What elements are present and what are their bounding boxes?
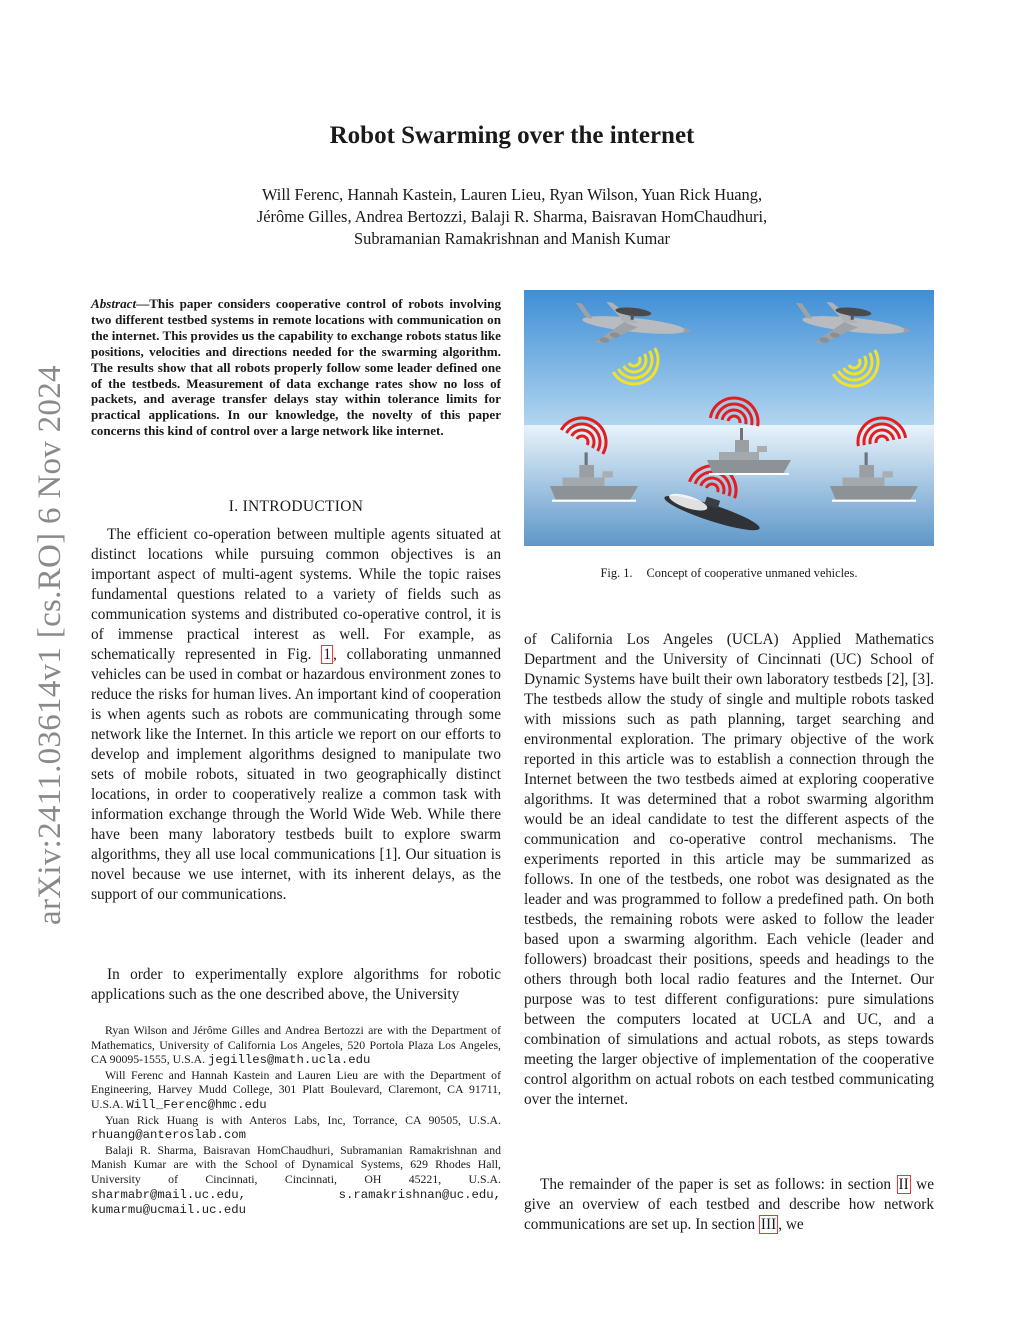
footnote-4 [91, 1143, 501, 1218]
footnote-text: Yuan Rick Huang is with Anteros Labs, Inc, Torrance, CA 90505, U.S.A. [105, 1112, 501, 1127]
email-link[interactable]: Will_Ferenc@hmc.edu [126, 1097, 267, 1112]
arxiv-stamp: arXiv:2411.03614v1 [cs.RO] 6 Nov 2024 [32, 365, 68, 925]
intro-paragraph-1 [91, 525, 501, 905]
intro-paragraph-4 [524, 1175, 934, 1235]
section-title: INTRODUCTION [242, 498, 364, 515]
section-heading [91, 498, 501, 516]
figure-illustration [524, 290, 934, 546]
footnote-text: Ryan Wilson and Jérôme Gilles and Andrea Bertozzi are with the Department of Mathematics, University of California Los Angeles, 520 Portola Plaza Los Angeles, CA 90095-1555, U.S.A. [91, 1023, 501, 1067]
section-ref-link[interactable]: II [898, 1176, 909, 1193]
paragraph-text: The remainder of the paper is set as follows: in section [540, 1176, 892, 1193]
paragraph-text: The efficient co-operation between multiple agents situated at distinct locations while pursuing common objectives is an important aspect of multi-agent systems. While the topic raises fundamental questions related to a variety of fields such as communication systems and distributed co-operative control, it is of immense practical interest as well. For example, as schematically represented in Fig. [91, 526, 501, 663]
email-link[interactable]: rhuang@anteroslab.com [91, 1128, 246, 1143]
abstract [91, 296, 501, 439]
section-ref-link[interactable]: III [760, 1216, 777, 1233]
email-link[interactable]: jegilles@math.ucla.edu [208, 1053, 371, 1068]
paragraph-text: we give an overview of each testbed and describe how network communications are set up. In section [524, 1176, 935, 1233]
footnote-text: Balaji R. Sharma, Baisravan HomChaudhuri, Subramanian Ramakrishnan and Manish Kumar are with the School of Dynamical Systems, 629 Rhodes Hall, University of Cincinnati, Cincinnati, OH 45221, U.S.A. [91, 1142, 501, 1186]
abstract-dash: — [136, 296, 150, 311]
figure-label: Fig. 1. [600, 566, 633, 580]
email-link[interactable]: sharmabr@mail.uc.edu, s.ramakrishnan@uc.edu, kumarmu@ucmail.uc.edu [91, 1187, 501, 1218]
figure-ref-link[interactable]: 1 [323, 646, 331, 663]
author-line: Jérôme Gilles, Andrea Bertozzi, Balaji R. Sharma, Baisravan HomChaudhuri, [256, 207, 768, 226]
intro-paragraph-2: In order to experimentally explore algorithms for robotic applications such as the one described above, the University [91, 966, 501, 1003]
footnote-1 [91, 1023, 501, 1068]
footnote-2 [91, 1068, 501, 1113]
author-list [150, 184, 874, 250]
figure-1-image [524, 290, 934, 546]
author-line: Will Ferenc, Hannah Kastein, Lauren Lieu, Ryan Wilson, Yuan Rick Huang, [261, 185, 763, 204]
paper-title: Robot Swarming over the internet [329, 122, 695, 149]
figure-caption-text: Concept of cooperative unmaned vehicles. [646, 566, 858, 580]
paragraph-text: , we [778, 1216, 804, 1233]
paragraph-text: , collaborating unmanned vehicles can be used in combat or hazardous environment zones to reduce the risks for human lives. An important kind of cooperation is when agents such as robots are communicating through some network like the Internet. In this article we report on our efforts to develop and implement algorithms designed to manipulate two sets of mobile robots, situated in two geographically distinct locations, in order to cooperatively realize a common task with information exchange through the World Wide Web. While there have been many laboratory testbeds built to explore swarm algorithms, they all use local communications [1]. Our situation is novel because we use internet, with its inherent delays, as the support of our communications. [91, 646, 502, 903]
abstract-label: Abstract [91, 296, 137, 311]
figure-caption [524, 566, 934, 581]
section-number: I. [228, 498, 239, 515]
footnotes [91, 1023, 501, 1218]
author-line: Subramanian Ramakrishnan and Manish Kumar [354, 229, 670, 248]
footnote-text: Will Ferenc and Hannah Kastein and Lauren Lieu are with the Department of Engineering, Harvey Mudd College, 301 Platt Boulevard, Claremont, CA 91711, U.S.A. [91, 1067, 501, 1111]
footnote-3 [91, 1113, 501, 1143]
abstract-text: This paper considers cooperative control of robots involving two different testbed systems in remote locations with communication on the internet. This provides us the capability to exchange robots status like positions, velocities and directions needed for the swarming algorithm. The results show that all robots properly follow some leader defined one of the testbeds. Measurement of data exchange rates show no loss of packets, and average transfer delays stay within tolerance limits for practical applications. In our knowledge, the novelty of this paper concerns this kind of control over a large network like internet. [91, 296, 501, 439]
intro-paragraph-3: of California Los Angeles (UCLA) Applied Mathematics Department and the University of Cincinnati (UC) School of Dynamic Systems have built their own laboratory testbeds [2], [3]. The testbeds allow the study of single and multiple robots tasked with missions such as path planning, target searching and environmental exploration. The primary objective of the work reported in this article was to establish a connection through the Internet between the two testbeds aimed at exploring cooperative algorithms. It was determined that a robot swarming algorithm would be an ideal candidate to test the different aspects of the communication and co-operative control mechanisms. The experiments reported in this article may be summarized as follows. In one of the testbeds, one robot was designated as the leader and was programmed to follow a predefined path. On both testbeds, the remaining robots were asked to follow the leader based upon a swarming algorithm. Each vehicle (leader and followers) broadcast their positions, speeds and headings to the others through both local radio features and the Internet. Our purpose was to test different configurations: pure simulations between the computers located at UCLA and UC, and a combination of simulations and actual robots, as steps towards meeting the larger objective of implementation of the cooperative control algorithm on actual robots on each testbed communicating over the internet. [524, 631, 934, 1108]
